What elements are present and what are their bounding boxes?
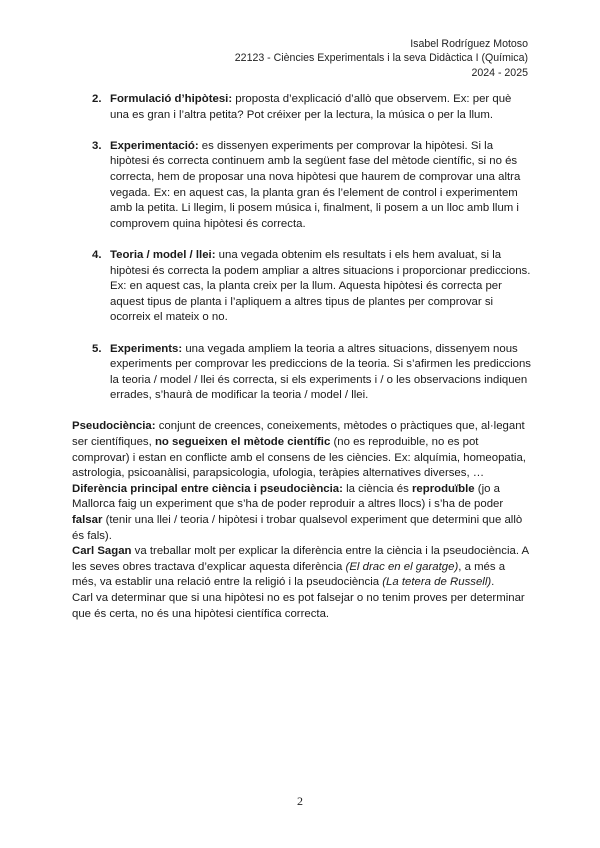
step-text: proposta d’explicació d’allò que observem. Ex: per què una es gran i l’altra petita? Pot créixer per la lectura, la música o per la llum. (110, 93, 512, 121)
difference-text-3: (tenir una llei / teoria / hipòtesi i trobar qualsevol experiment que determini que allò és fals). (72, 514, 523, 542)
list-number: 3. (92, 139, 102, 152)
header-course: 22123 - Ciències Experimentals i la seva Didàctica I (Química) (234, 52, 528, 65)
step-text: una vegada obtenim els resultats i els hem avaluat, si la hipòtesi és correcta la podem ampliar a altres situacions i proporcionar prediccions. Ex: en aquest cas, la planta creix per la llum. Aquesta hipòtesi és correcta per aquest tipus de planta i l’apliquem a altres tipus de plantes per comprovar si ocorreix el mateix o no. (110, 248, 531, 324)
sagan-text-2: , a més a més, va establir una relació entre la religió i la pseudociència (72, 560, 506, 589)
pseudoscience-term: Pseudociència: (72, 420, 156, 433)
list-item-step-2 (72, 92, 532, 123)
list-item-step-4 (72, 248, 532, 326)
method-steps-list (72, 92, 532, 404)
list-item-step-3 (72, 139, 532, 233)
pseudoscience-paragraph (72, 419, 532, 481)
sagan-text-1: va treballar molt per explicar la diferència entre la ciència i la pseudociència. A les seves obres tractava d’explicar aquesta diferència (72, 545, 529, 573)
sagan-paragraph (72, 544, 532, 591)
document-body (72, 92, 532, 622)
pseudoscience-text-2: (no es reproduible, no es pot comprovar) i estan en conflicte amb el consens de les ciències. Ex: alquímia, homeopatia, astrologia, psicoanàlisi, parapsicologia, ufologia, teràpies alternatives diverses, … (72, 436, 526, 480)
step-title: Experimentació: (110, 139, 199, 152)
step-title: Formulació d’hipòtesi: (110, 93, 233, 105)
page-number: 2 (297, 794, 303, 808)
pseudoscience-text-1: conjunt de creences, coneixements, mètodes o pràctiques que, al·legant ser científiques, (72, 420, 525, 449)
difference-bold-1: reproduïble (411, 482, 475, 495)
sagan-italic-2: (La tetera de Russell) (382, 576, 492, 589)
difference-text-2: (jo a Mallorca faig un experiment que s’ha de poder reproduir a altres llocs) i s’ha de poder (72, 482, 504, 511)
step-text: es dissenyen experiments per comprovar la hipòtesi. Si la hipòtesi és correcta continuem amb la següent fase del mètode científic, si no és correcta, hem de proposar una nova hipòtesi que haurem de comprovar una altra vegada. Ex: en aquest cas, la planta gran és l’element de control i experimentem amb la petita. Li llegim, li posem música i, finalment, li posem a un lloc amb llum i comprovem quina hipòtesi és correcta. (110, 139, 521, 230)
list-number: 2. (92, 93, 102, 105)
pseudoscience-bold: no segueixen el mètode científic (154, 436, 331, 449)
step-text: una vegada ampliem la teoria a altres situacions, dissenyem nous experiments per comprovar les prediccions de la teoria. Si s’afirmen les prediccions la teoria / model / llei és correcta, si els experiments i / o les observacions indiquen errades, s’haurà de modificar la teoria / model / llei. (110, 342, 532, 402)
carl-paragraph: Carl va determinar que si una hipòtesi no es pot falsejar o no tenim proves per determinar que és certa, no és una hipòtesi científica correcta. (72, 592, 525, 620)
sagan-text-3: . (491, 576, 495, 589)
header-author: Isabel Rodríguez Motoso (410, 38, 528, 50)
list-number: 5. (92, 342, 102, 355)
difference-text-1: la ciència és (342, 482, 412, 495)
step-title: Experiments: (110, 342, 183, 355)
header-year: 2024 - 2025 (471, 66, 528, 79)
sagan-name: Carl Sagan (72, 545, 132, 558)
sagan-italic-1: (El drac en el garatge) (345, 560, 459, 573)
step-title: Teoria / model / llei: (110, 248, 216, 261)
difference-bold-2: falsar (72, 514, 103, 527)
list-item-step-5 (72, 342, 532, 404)
difference-term: Diferència principal entre ciència i pseudociència: (72, 482, 343, 495)
list-number: 4. (92, 248, 102, 261)
page-header (235, 37, 528, 80)
difference-paragraph (72, 482, 532, 544)
